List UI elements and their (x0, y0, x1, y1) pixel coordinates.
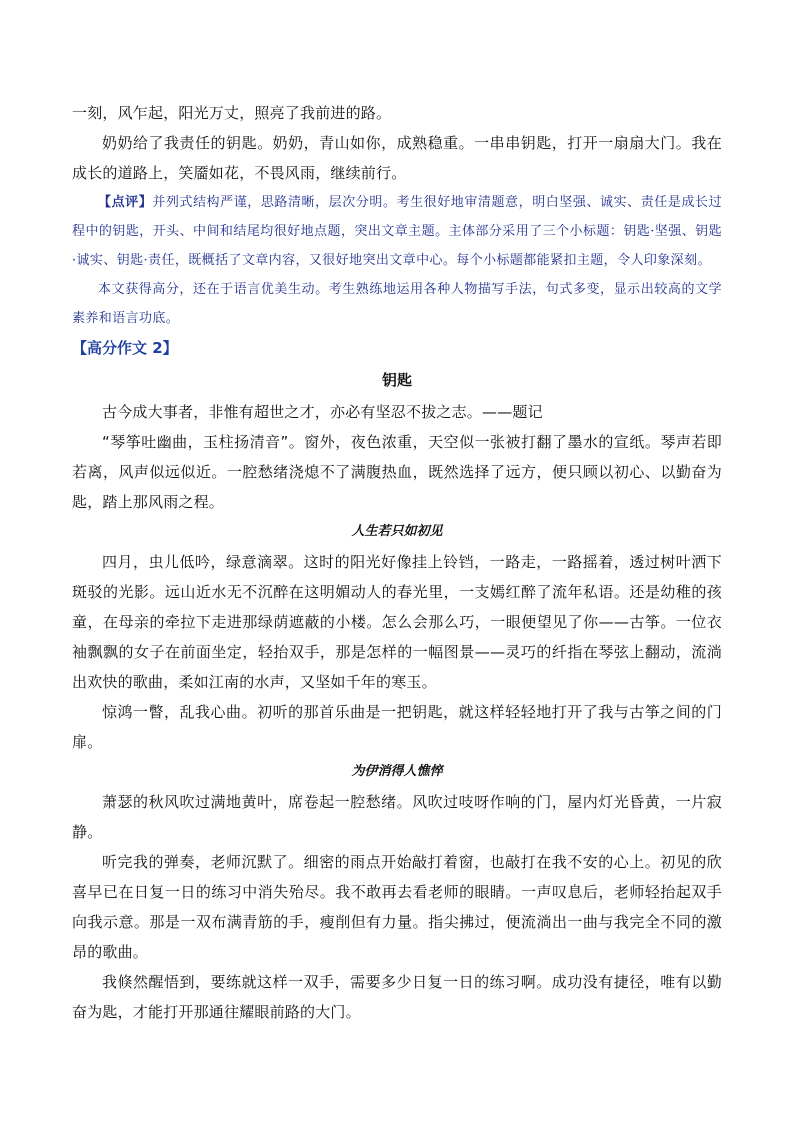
commentary-paragraph (72, 188, 722, 275)
epigraph: 古今成大事者，非惟有超世之才，亦必有坚忍不拔之志。——题记 (102, 403, 543, 421)
paragraph-closing-line: 一刻，风乍起，阳光万丈，照亮了我前进的路。 (72, 104, 392, 122)
devotion-paragraph-2: 听完我的弹奏，老师沉默了。细密的雨点开始敲打着窗，也敲打在我不安的心上。初见的欣喜早已在日复一日的练习中消失殆尽。我不敢再去看老师的眼睛。一声叹息后，老师轻抬起双手向我示意。那是一双布满青筋的手，瘦削但有力量。指尖拂过，便流淌出一曲与我完全不同的激昂的歌曲。 (72, 853, 722, 961)
section-heading: 【高分作文 2】 (72, 339, 178, 357)
subheading-devotion: 为伊消得人憔悴 (351, 764, 443, 779)
document-page (72, 98, 722, 1027)
commentary-tag: 【点评】 (98, 195, 153, 210)
devotion-paragraph-3: 我倏然醒悟到，要练就这样一双手，需要多少日复一日的练习啊。成功没有捷径，唯有以勤奋为匙，才能打开那通往耀眼前路的大门。 (72, 973, 722, 1021)
subheading-first-sight: 人生若只如初见 (351, 524, 443, 539)
commentary-paragraph-2: 本文获得高分，还在于语言优美生动。考生熟练地运用各种人物描写手法，句式多变，显示出较高的文学素养和语言功底。 (72, 282, 722, 326)
commentary-text: 并列式结构严谨，思路清晰，层次分明。考生很好地审清题意，明白坚强、诚实、责任是成长过程中的钥匙，开头、中间和结尾均很好地点题，突出文章主题。主体部分采用了三个小标题：钥匙·坚强、钥匙·诚实、钥匙·责任，既概括了文章内容，又很好地突出文章中心。每个小标题都能紧扣主题，令人印象深刻。 (72, 195, 722, 268)
paragraph-responsibility-key: 奶奶给了我责任的钥匙。奶奶，青山如你，成熟稳重。一串串钥匙，打开一扇扇大门。我在成长的道路上，笑靥如花，不畏风雨，继续前行。 (72, 134, 722, 182)
intro-paragraph: “琴筝吐幽曲，玉柱扬清音”。窗外，夜色浓重，天空似一张被打翻了墨水的宣纸。琴声若即若离，风声似远似近。一腔愁绪浇熄不了满腹热血，既然选择了远方，便只顾以初心、以勤奋为匙，踏上那风雨之程。 (72, 433, 722, 511)
first-sight-paragraph-1: 四月，虫儿低吟，绿意滴翠。这时的阳光好像挂上铃铛，一路走，一路摇着，透过树叶洒下斑驳的光影。远山近水无不沉醉在这明媚动人的春光里，一支嫣红醉了流年私语。还是幼稚的孩童，在母亲的牵拉下走进那绿荫遮蔽的小楼。怎么会那么巧，一眼便望见了你——古筝。一位衣袖飘飘的女子在前面坐定，轻抬双手，那是怎样的一幅图景——灵巧的纤指在琴弦上翻动，流淌出欢快的歌曲，柔如江南的水声，又坚如千年的寒玉。 (72, 553, 722, 691)
devotion-paragraph-1: 萧瑟的秋风吹过满地黄叶，席卷起一腔愁绪。风吹过吱呀作响的门，屋内灯光昏黄，一片寂静。 (72, 793, 722, 841)
first-sight-paragraph-2: 惊鸿一瞥，乱我心曲。初听的那首乐曲是一把钥匙，就这样轻轻地打开了我与古筝之间的门扉。 (72, 703, 722, 751)
essay-title: 钥匙 (381, 371, 412, 389)
